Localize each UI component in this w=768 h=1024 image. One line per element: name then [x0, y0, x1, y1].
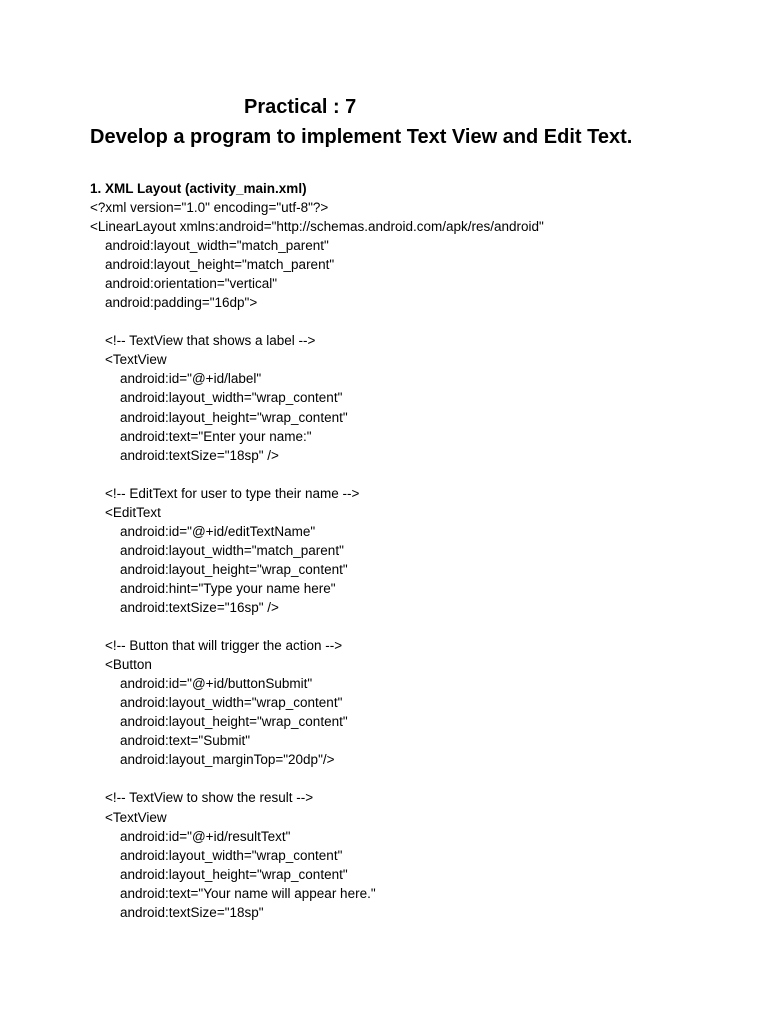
code-line: android:hint="Type your name here": [90, 580, 336, 596]
code-line: <!-- TextView to show the result -->: [90, 790, 314, 806]
code-line: [90, 312, 544, 331]
code-line: android:layout_height="match_parent": [90, 257, 335, 273]
code-line: android:layout_height="wrap_content": [90, 409, 348, 425]
code-line: <Button: [90, 657, 152, 673]
code-listing: [90, 198, 544, 922]
code-line: <!-- TextView that shows a label -->: [90, 333, 316, 349]
code-line: android:layout_width="match_parent": [90, 238, 329, 254]
code-line: android:layout_width="wrap_content": [90, 847, 343, 863]
code-line: android:layout_width="wrap_content": [90, 390, 343, 406]
section-heading: 1. XML Layout (activity_main.xml): [90, 181, 307, 196]
code-line: <?xml version="1.0" encoding="utf-8"?>: [90, 200, 329, 215]
code-line: [90, 617, 544, 636]
code-line: [90, 465, 544, 484]
code-line: android:id="@+id/label": [90, 371, 262, 387]
code-line: android:id="@+id/resultText": [90, 828, 291, 844]
code-line: android:id="@+id/buttonSubmit": [90, 676, 313, 692]
code-line: <TextView: [90, 352, 167, 368]
code-line: <EditText: [90, 504, 161, 520]
code-line: android:layout_height="wrap_content": [90, 561, 348, 577]
code-line: android:text="Submit": [90, 733, 251, 749]
code-line: <TextView: [90, 809, 167, 825]
code-line: android:textSize="18sp" />: [90, 447, 279, 463]
code-line: android:text="Enter your name:": [90, 428, 312, 444]
code-line: android:layout_width="wrap_content": [90, 695, 343, 711]
code-line: <!-- EditText for user to type their name -->: [90, 485, 360, 501]
code-line: [90, 769, 544, 788]
code-line: <!-- Button that will trigger the action -->: [90, 638, 343, 654]
code-line: android:orientation="vertical": [90, 276, 278, 292]
code-line: android:textSize="16sp" />: [90, 599, 279, 615]
code-line: android:textSize="18sp": [90, 904, 264, 920]
code-line: android:layout_marginTop="20dp"/>: [90, 752, 335, 768]
practical-title: Practical : 7: [244, 96, 357, 118]
code-line: android:layout_height="wrap_content": [90, 866, 348, 882]
code-line: android:layout_width="match_parent": [90, 542, 344, 558]
page-title: Develop a program to implement Text View and Edit Text.: [90, 126, 633, 148]
code-line: android:id="@+id/editTextName": [90, 523, 316, 539]
code-line: android:layout_height="wrap_content": [90, 714, 348, 730]
code-line: android:padding="16dp">: [90, 295, 258, 311]
code-line: android:text="Your name will appear here.": [90, 885, 376, 901]
code-line: <LinearLayout xmlns:android="http://schemas.android.com/apk/res/android": [90, 219, 544, 235]
